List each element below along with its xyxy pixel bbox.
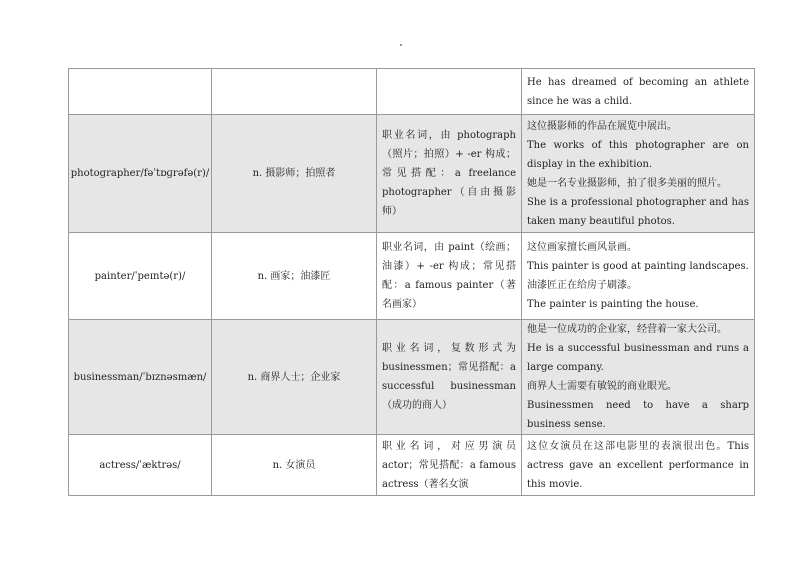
usage-cell xyxy=(377,320,522,435)
usage-cell xyxy=(377,115,522,233)
example-sentence-zh: 他是一位成功的企业家，经营着一家大公司。 xyxy=(527,324,727,335)
example-sentence-en: The painter is painting the house. xyxy=(527,299,699,310)
example-sentence-en: He is a successful businessman and runs a large company. xyxy=(527,343,749,373)
word-cell: painter/ˈpeɪntə(r)/ xyxy=(69,233,212,320)
usage-cell xyxy=(377,233,522,320)
meaning-cell xyxy=(212,69,377,115)
example-sentence-en: She is a professional photographer and has taken many beautiful photos. xyxy=(527,196,749,227)
usage-text: 职业名词，复数形式为 businessmen；常见搭配：a successful businessman（成功的商人） xyxy=(382,343,516,411)
example-sentence: 这位女演员在这部电影里的表演很出色。This actress gave an excellent performance in this movie. xyxy=(527,440,749,490)
example-sentence: He has dreamed of becoming an athlete since he was a child. xyxy=(527,76,749,107)
meaning-cell: n. 摄影师；拍照者 xyxy=(212,115,377,233)
example-sentence-zh: 她是一名专业摄影师，拍了很多美丽的照片。 xyxy=(527,177,727,189)
table-row xyxy=(69,115,755,233)
word-cell: photographer/fəˈtɒɡrəfə(r)/ xyxy=(69,115,212,233)
vocabulary-table xyxy=(68,68,755,496)
example-sentence-en: The works of this photographer are on display in the exhibition. xyxy=(527,139,749,170)
example-sentence-en: This painter is good at painting landscapes. xyxy=(527,261,749,272)
example-sentence-zh: 这位画家擅长画风景画。 xyxy=(527,242,637,253)
usage-cell xyxy=(377,435,522,496)
table-row xyxy=(69,435,755,496)
example-sentence-en: Businessmen need to have a sharp business sense. xyxy=(527,400,749,430)
meaning-cell: n. 商界人士；企业家 xyxy=(212,320,377,435)
page-dot xyxy=(400,44,402,46)
word-cell: actress/ˈæktrəs/ xyxy=(69,435,212,496)
usage-cell xyxy=(377,69,522,115)
example-cell xyxy=(522,69,755,115)
usage-text: 职业名词，由 paint（绘画；油漆）+ -er 构成；常见搭配：a famous painter（著名画家） xyxy=(382,242,516,310)
example-cell xyxy=(522,435,755,496)
usage-text: 职业名词，由 photograph（照片；拍照）+ -er 构成；常见搭配：a freelance photographer（自由摄影师） xyxy=(382,130,516,217)
table-row xyxy=(69,69,755,115)
word-cell: businessman/ˈbɪznəsmæn/ xyxy=(69,320,212,435)
example-sentence-zh: 油漆匠正在给房子刷漆。 xyxy=(527,280,637,291)
table-row xyxy=(69,233,755,320)
example-sentence-zh: 商界人士需要有敏锐的商业眼光。 xyxy=(527,381,677,392)
example-cell xyxy=(522,233,755,320)
example-sentence-zh: 这位摄影师的作品在展览中展出。 xyxy=(527,120,677,132)
meaning-cell: n. 画家；油漆匠 xyxy=(212,233,377,320)
example-cell xyxy=(522,115,755,233)
usage-text: 职业名词，对应男演员 actor；常见搭配：a famous actress（著名女演 xyxy=(382,440,516,490)
example-cell xyxy=(522,320,755,435)
meaning-cell: n. 女演员 xyxy=(212,435,377,496)
word-cell xyxy=(69,69,212,115)
table-row xyxy=(69,320,755,435)
